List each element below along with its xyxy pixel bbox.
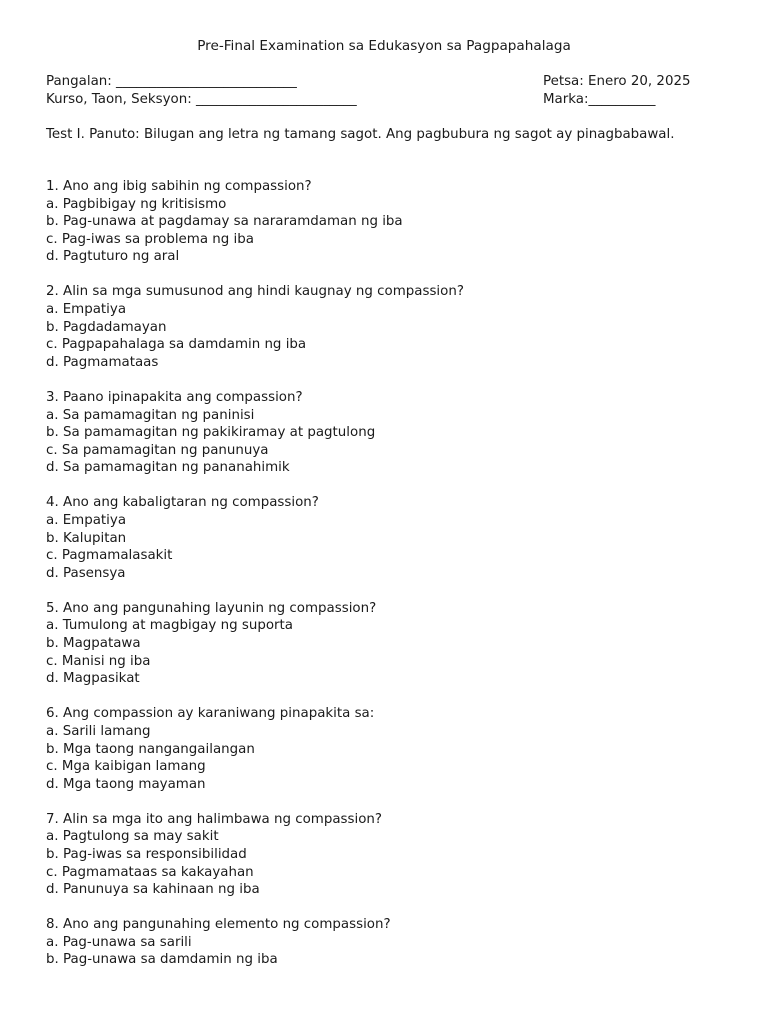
answer-option: c. Pagmamalasakit	[46, 548, 173, 564]
answer-option: d. Mga taong mayaman	[46, 776, 206, 792]
answer-option: b. Pagdadamayan	[46, 319, 167, 335]
answer-option: a. Pag-unawa sa sarili	[46, 934, 192, 950]
answer-option: d. Pasensya	[46, 565, 126, 581]
answer-option: b. Pag-iwas sa responsibilidad	[46, 847, 247, 862]
question-text: 2. Alin sa mga sumusunod ang hindi kaugnay ng compassion?	[46, 284, 464, 300]
question-text: 4. Ano ang kabaligtaran ng compassion?	[46, 495, 319, 511]
answer-option: c. Pag-iwas sa problema ng iba	[46, 231, 254, 247]
answer-option: d. Pagtuturo ng aral	[46, 249, 180, 265]
answer-option: d. Pagmamataas	[46, 354, 159, 370]
answer-option: b. Mga taong nangangailangan	[46, 741, 255, 757]
answer-option: a. Sarili lamang	[46, 723, 151, 739]
answer-option: b. Sa pamamagitan ng pakikiramay at pagtulong	[46, 425, 376, 441]
question-text: 3. Paano ipinapakita ang compassion?	[46, 389, 303, 405]
question-text: 7. Alin sa mga ito ang halimbawa ng compassion?	[46, 811, 382, 827]
instructions: Test I. Panuto: Bilugan ang letra ng tamang sagot. Ang pagbubura ng sagot ay pinagbabawal.	[46, 127, 675, 142]
question-item	[46, 494, 726, 582]
question-item	[46, 389, 726, 477]
question-item	[46, 705, 726, 793]
answer-option: b. Kalupitan	[46, 530, 127, 546]
answer-option: b. Magpatawa	[46, 636, 141, 652]
answer-option: d. Sa pamamagitan ng pananahimik	[46, 460, 290, 476]
question-item	[46, 811, 726, 899]
question-list	[46, 178, 726, 987]
question-item	[46, 283, 726, 371]
answer-option: c. Mga kaibigan lamang	[46, 759, 206, 775]
course-field: Kurso, Taon, Seksyon: ________________________	[46, 92, 357, 107]
score-field: Marka:__________	[543, 92, 656, 107]
question-item	[46, 600, 726, 688]
exam-title: Pre-Final Examination sa Edukasyon sa Pagpapahalaga	[197, 38, 571, 54]
question-item	[46, 178, 726, 266]
answer-option: c. Sa pamamagitan ng panunuya	[46, 442, 269, 458]
date-field: Petsa: Enero 20, 2025	[543, 74, 691, 89]
name-field: Pangalan: ___________________________	[46, 74, 297, 89]
answer-option: d. Panunuya sa kahinaan ng iba	[46, 882, 260, 898]
answer-option: c. Pagmamataas sa kakayahan	[46, 864, 254, 880]
question-text: 5. Ano ang pangunahing layunin ng compassion?	[46, 600, 377, 616]
answer-option: a. Empatiya	[46, 513, 127, 528]
answer-option: a. Empatiya	[46, 302, 127, 318]
answer-option: c. Manisi ng iba	[46, 653, 151, 669]
answer-option: b. Pag-unawa at pagdamay sa nararamdaman ng iba	[46, 214, 403, 230]
question-text: 8. Ano ang pangunahing elemento ng compassion?	[46, 917, 391, 933]
answer-option: a. Tumulong at magbigay ng suporta	[46, 618, 293, 634]
question-text: 6. Ang compassion ay karaniwang pinapakita sa:	[46, 706, 375, 722]
answer-option: a. Pagtulong sa may sakit	[46, 829, 219, 845]
answer-option: b. Pag-unawa sa damdamin ng iba	[46, 952, 278, 968]
question-item	[46, 916, 726, 969]
answer-option: a. Pagbibigay ng kritisismo	[46, 196, 227, 212]
answer-option: d. Magpasikat	[46, 671, 140, 687]
question-text: 1. Ano ang ibig sabihin ng compassion?	[46, 179, 312, 194]
answer-option: c. Pagpapahalaga sa damdamin ng iba	[46, 337, 307, 353]
answer-option: a. Sa pamamagitan ng paninisi	[46, 407, 255, 423]
